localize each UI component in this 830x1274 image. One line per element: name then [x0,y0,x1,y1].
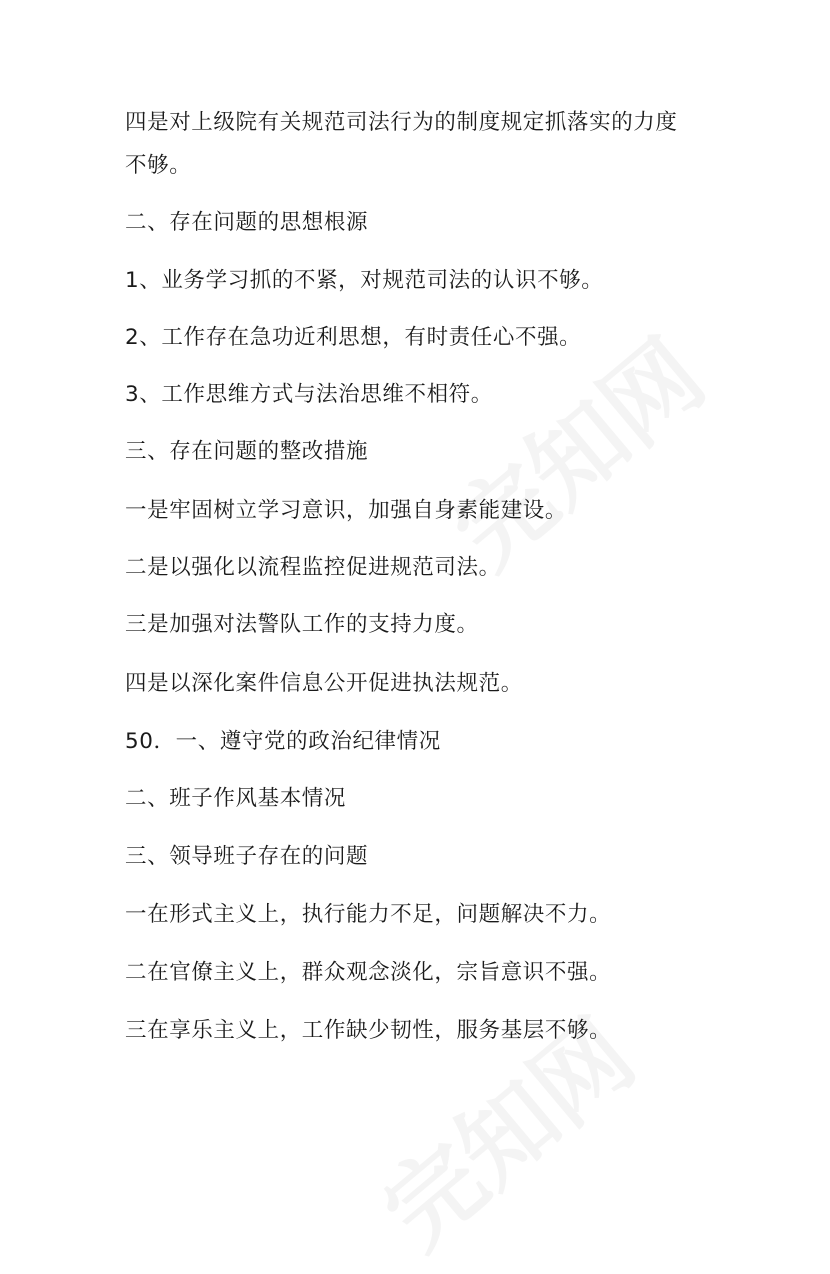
section-heading: 三、领导班子存在的问题 [125,844,369,869]
section-heading: 三、存在问题的整改措施 [125,439,369,464]
section-heading: 二、存在问题的思想根源 [125,210,369,235]
paragraph-line: 不够。 [125,153,192,178]
section-heading: 50．一、遵守党的政治纪律情况 [125,729,441,754]
list-item: 四是以深化案件信息公开促进执法规范。 [125,671,523,696]
list-item: 三是加强对法警队工作的支持力度。 [125,612,479,637]
list-item: 二在官僚主义上，群众观念淡化，宗旨意识不强。 [125,960,612,985]
list-item: 二是以强化以流程监控促进规范司法。 [125,555,501,580]
section-heading: 二、班子作风基本情况 [125,786,347,811]
list-item: 一是牢固树立学习意识，加强自身素能建设。 [125,498,568,523]
list-item: 2、工作存在急功近利思想，有时责任心不强。 [125,325,582,350]
paragraph-line: 四是对上级院有关规范司法行为的制度规定抓落实的力度 [125,110,678,135]
list-item: 三在享乐主义上，工作缺少韧性，服务基层不够。 [125,1018,612,1043]
list-item: 1、业务学习抓的不紧，对规范司法的认识不够。 [125,268,604,293]
list-item: 一在形式主义上，执行能力不足，问题解决不力。 [125,902,612,927]
list-item: 3、工作思维方式与法治思维不相符。 [125,382,493,407]
